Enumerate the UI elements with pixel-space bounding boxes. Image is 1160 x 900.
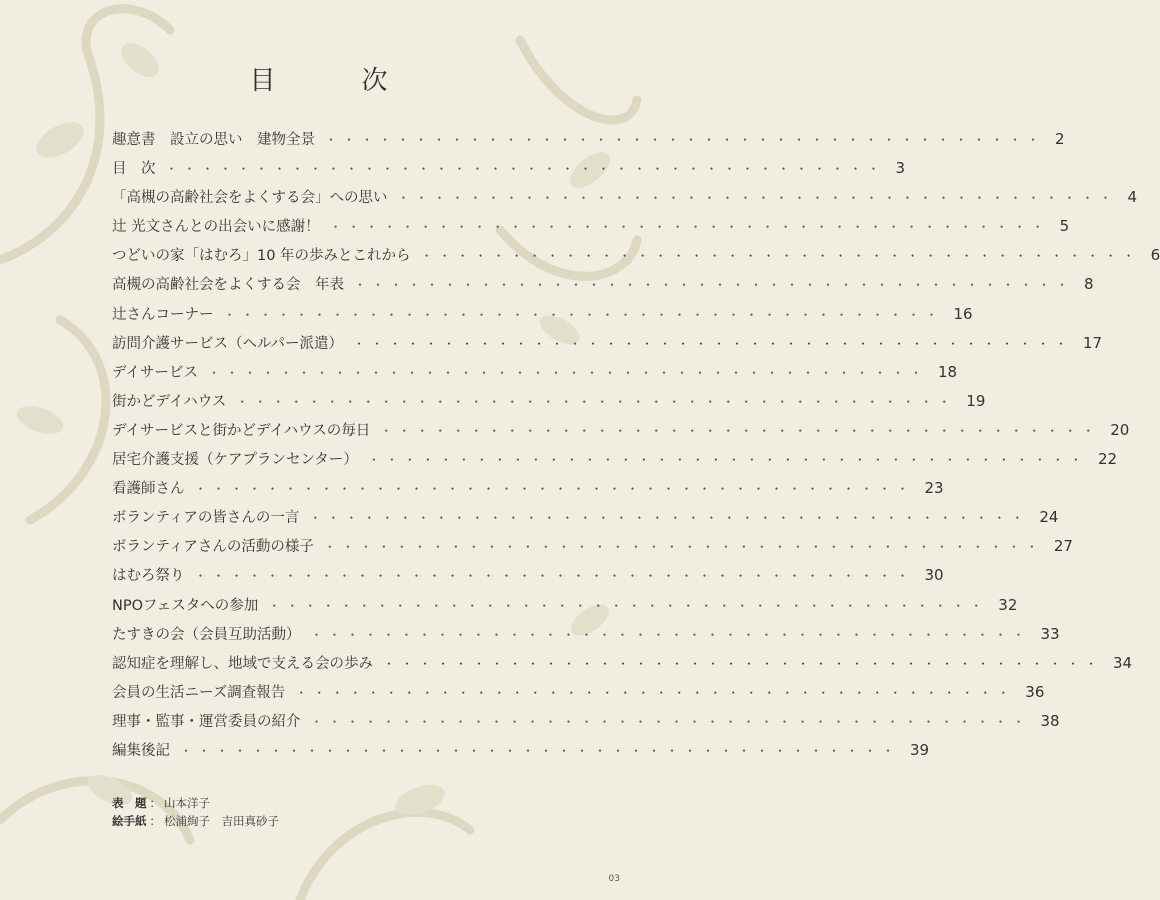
credit-line	[112, 812, 279, 830]
dot-leader: ・・・・・・・・・・・・・・・・・・・・・・・・・・・・・・・・・・・・・・・・	[180, 743, 901, 758]
toc-entry-title: 会員の生活ニーズ調査報告	[112, 684, 286, 701]
toc-entry-page: 34	[1113, 653, 1133, 672]
toc-entry-page: 33	[1040, 624, 1060, 643]
toc-entry-page: 23	[924, 479, 944, 498]
toc-entry-page: 24	[1039, 508, 1059, 527]
toc-entry	[112, 594, 1018, 623]
toc-entry	[112, 128, 1065, 157]
toc-entry-title: 居宅介護支援（ケアプランセンター）	[112, 452, 358, 469]
toc-entry	[112, 710, 1060, 739]
dot-leader: ・・・・・・・・・・・・・・・・・・・・・・・・・・・・・・・・・・・・・・・・	[310, 627, 1031, 642]
credit-separator: ：	[149, 796, 161, 810]
toc-entry	[112, 361, 958, 390]
dot-leader: ・・・・・・・・・・・・・・・・・・・・・・・・・・・・・・・・・・・・・・・・	[236, 394, 957, 409]
dot-leader: ・・・・・・・・・・・・・・・・・・・・・・・・・・・・・・・・・・・・・・・・	[367, 453, 1088, 468]
toc-entry-page: 22	[1097, 450, 1118, 469]
dot-leader: ・・・・・・・・・・・・・・・・・・・・・・・・・・・・・・・・・・・・・・・・	[295, 685, 1016, 700]
toc-entry-page: 8	[1084, 275, 1094, 294]
toc-entry-page: 18	[938, 362, 958, 381]
page-title: 目 次	[249, 66, 418, 96]
toc-entry	[112, 157, 906, 186]
credit-separator: ：	[149, 814, 161, 828]
toc-entry-page: 39	[910, 740, 930, 759]
toc-entry-page: 2	[1055, 130, 1065, 148]
toc-entry-title: デイサービスと街かどデイハウスの毎日	[112, 422, 371, 439]
toc-entry-page: 30	[924, 566, 944, 585]
toc-entry-page: 27	[1053, 537, 1073, 556]
toc-entry-title: 認知症を理解し、地域で支える会の歩み	[112, 655, 373, 672]
toc-entry-page: 16	[953, 304, 973, 323]
toc-entry-title: 訪問介護サービス（ヘルパー派遣）	[112, 335, 343, 352]
toc-entry-title: 理事・監事・運営委員の紹介	[112, 713, 301, 730]
dot-leader: ・・・・・・・・・・・・・・・・・・・・・・・・・・・・・・・・・・・・・・・・	[352, 336, 1073, 351]
dot-leader: ・・・・・・・・・・・・・・・・・・・・・・・・・・・・・・・・・・・・・・・・	[223, 307, 944, 322]
credit-role: 絵手紙	[112, 814, 147, 828]
credit-role: 表 題	[112, 796, 147, 810]
toc-entry	[112, 419, 1130, 448]
toc-entry-page: 4	[1127, 188, 1138, 207]
toc-entry	[112, 477, 944, 506]
dot-leader: ・・・・・・・・・・・・・・・・・・・・・・・・・・・・・・・・・・・・・・・・	[194, 569, 915, 584]
toc-entry-title: たすきの会（会員互助活動）	[112, 626, 301, 643]
toc-entry-page: 6	[1150, 246, 1160, 265]
toc-entry-title: 「高槻の高齢社会をよくする会」への思い	[112, 190, 388, 207]
credit-line	[112, 794, 279, 812]
toc-entry	[112, 244, 1160, 273]
dot-leader: ・・・・・・・・・・・・・・・・・・・・・・・・・・・・・・・・・・・・・・・・	[397, 191, 1118, 206]
toc-entry-title: 辻さんコーナー	[112, 306, 214, 323]
dot-leader: ・・・・・・・・・・・・・・・・・・・・・・・・・・・・・・・・・・・・・・・・	[325, 133, 1046, 147]
toc-entry	[112, 390, 986, 419]
toc-entry-page: 36	[1025, 682, 1045, 701]
toc-entry-title: 目 次	[112, 161, 156, 178]
toc-entry-title: つどいの家「はむろ」10 年の歩みとこれから	[112, 248, 411, 265]
dot-leader: ・・・・・・・・・・・・・・・・・・・・・・・・・・・・・・・・・・・・・・・・	[310, 714, 1031, 729]
toc-entry	[112, 332, 1103, 361]
toc-entry-title: ボランティアさんの活動の様子	[112, 539, 314, 556]
toc-entry-title: ボランティアの皆さんの一言	[112, 510, 300, 527]
table-of-contents	[112, 128, 1160, 768]
dot-leader: ・・・・・・・・・・・・・・・・・・・・・・・・・・・・・・・・・・・・・・・・	[165, 162, 886, 177]
credit-names: 松浦絢子 吉田真砂子	[164, 814, 279, 828]
toc-entry	[112, 273, 1094, 302]
toc-entry-title: 辻 光文さんとの出会いに感謝！	[112, 219, 320, 236]
toc-entry-title: はむろ祭り	[112, 568, 185, 585]
toc-entry	[112, 623, 1060, 652]
toc-entry-title: 街かどデイハウス	[112, 393, 227, 410]
toc-entry	[112, 186, 1138, 215]
dot-leader: ・・・・・・・・・・・・・・・・・・・・・・・・・・・・・・・・・・・・・・・・	[329, 220, 1050, 235]
dot-leader: ・・・・・・・・・・・・・・・・・・・・・・・・・・・・・・・・・・・・・・・・	[268, 598, 989, 613]
dot-leader: ・・・・・・・・・・・・・・・・・・・・・・・・・・・・・・・・・・・・・・・・	[354, 278, 1075, 293]
credits	[112, 794, 279, 830]
toc-entry	[112, 652, 1133, 681]
toc-entry-title: 編集後記	[112, 742, 170, 759]
toc-entry	[112, 681, 1045, 710]
toc-entry-title: 趣意書 設立の思い 建物全景	[112, 132, 315, 148]
toc-entry-page: 3	[895, 159, 906, 178]
toc-entry-page: 20	[1110, 420, 1130, 439]
page-number: 03	[608, 874, 620, 884]
dot-leader: ・・・・・・・・・・・・・・・・・・・・・・・・・・・・・・・・・・・・・・・・	[323, 540, 1044, 555]
toc-entry	[112, 215, 1070, 244]
toc-entry-page: 32	[998, 595, 1018, 614]
toc-entry	[112, 739, 930, 768]
dot-leader: ・・・・・・・・・・・・・・・・・・・・・・・・・・・・・・・・・・・・・・・・	[309, 511, 1030, 526]
toc-entry-title: 高槻の高齢社会をよくする会 年表	[112, 277, 344, 294]
toc-entry-title: NPOフェスタへの参加	[112, 597, 259, 614]
dot-leader: ・・・・・・・・・・・・・・・・・・・・・・・・・・・・・・・・・・・・・・・・	[208, 365, 929, 380]
toc-entry-page: 5	[1059, 217, 1070, 236]
dot-leader: ・・・・・・・・・・・・・・・・・・・・・・・・・・・・・・・・・・・・・・・・	[383, 656, 1104, 671]
toc-entry-title: 看護師さん	[112, 481, 185, 498]
dot-leader: ・・・・・・・・・・・・・・・・・・・・・・・・・・・・・・・・・・・・・・・・	[380, 423, 1101, 438]
dot-leader: ・・・・・・・・・・・・・・・・・・・・・・・・・・・・・・・・・・・・・・・・	[420, 249, 1141, 264]
toc-entry-title: デイサービス	[112, 364, 198, 381]
toc-entry-page: 38	[1040, 711, 1060, 730]
toc-entry	[112, 506, 1059, 535]
toc-entry	[112, 448, 1118, 477]
credit-names: 山本洋子	[164, 796, 210, 810]
toc-entry	[112, 303, 973, 332]
toc-entry-page: 19	[966, 391, 986, 410]
dot-leader: ・・・・・・・・・・・・・・・・・・・・・・・・・・・・・・・・・・・・・・・・	[194, 482, 915, 497]
toc-entry-page: 17	[1083, 333, 1103, 352]
toc-entry	[112, 535, 1073, 564]
toc-entry	[112, 564, 944, 593]
